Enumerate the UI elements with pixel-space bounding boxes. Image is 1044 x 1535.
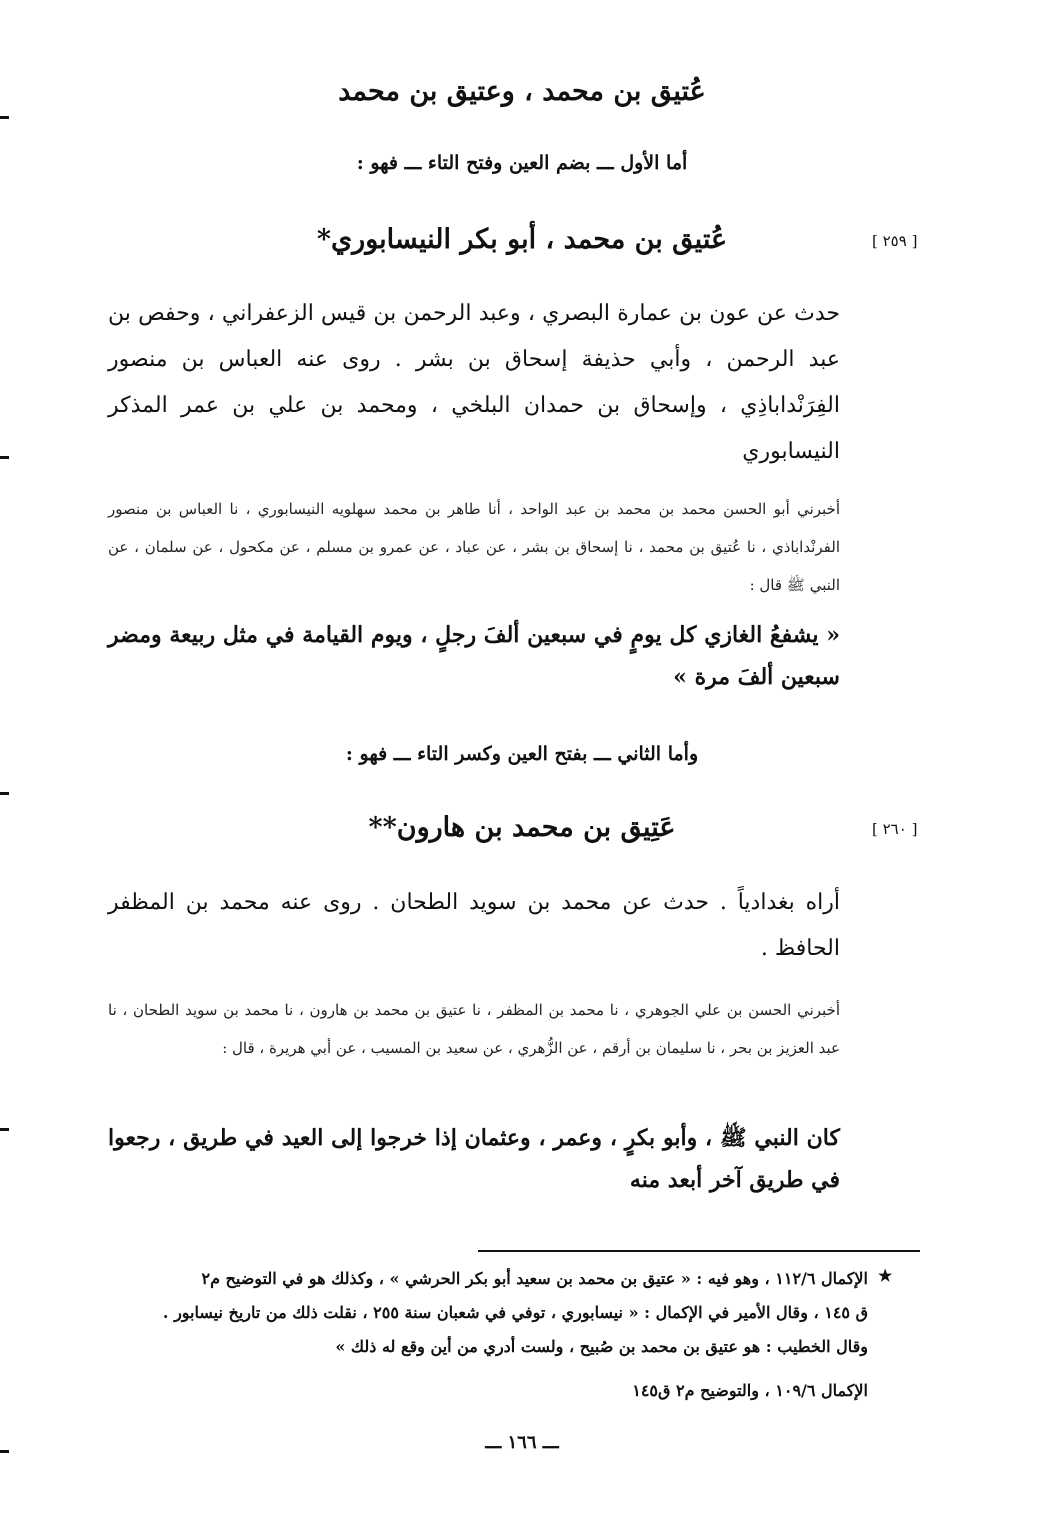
- biography-paragraph: أراه بغدادياً . حدث عن محمد بن سويد الطحان . روى عنه محمد بن المظفر الحافظ .: [108, 890, 840, 961]
- page-title: عُتيق بن محمد ، وعتيق بن محمد: [338, 76, 706, 107]
- footnote-marker: ★: [878, 1266, 893, 1285]
- isnad-chain: أخبرني أبو الحسن محمد بن محمد بن عبد الواحد ، أنا طاهر بن محمد سهلويه النيسابوري ، نا العباس بن منصور الفرنْداباذي ، نا عُتيق بن محمد ، نا إسحاق بن بشر ، عن عباد ، عن عمرو بن مسلم ، عن مكحول ، عن سلمان ، عن النبي ﷺ قال :: [108, 500, 840, 594]
- entry-number: [ ٢٥٩ ]: [872, 232, 918, 250]
- entry-heading: عَتِيق بن محمد بن هارون**: [368, 812, 676, 843]
- entry-number: [ ٢٦٠ ]: [872, 820, 918, 838]
- hadith-text: « يشفعُ الغازي كل يومٍ في سبعين ألفَ رجلٍ ، ويوم القيامة في مثل ربيعة ومضر سبعين ألفَ مرة »: [108, 622, 840, 690]
- section-intro: وأما الثاني ـــ بفتح العين وكسر التاء ـــ فهو :: [345, 743, 699, 765]
- scan-margin-mark: [0, 792, 9, 795]
- biography-paragraph: حدث عن عون بن عمارة البصري ، وعبد الرحمن بن قيس الزعفراني ، وحفص بن عبد الرحمن ، وأبي حذيفة إسحاق بن بشر . روى عنه العباس بن منصور الفِرَنْداباذِي ، وإسحاق بن حمدان البلخي ، ومحمد بن علي بن عمر المذكر النيسابوري: [108, 301, 840, 464]
- isnad-chain: أخبرني الحسن بن علي الجوهري ، نا محمد بن المظفر ، نا عتيق بن محمد بن هارون ، نا محمد بن سويد الطحان ، نا عبد العزيز بن بحر ، نا سليمان بن أرقم ، عن الزُّهري ، عن سعيد بن المسيب ، عن أبي هريرة ، قال :: [108, 1001, 840, 1057]
- footnote-line: ق ١٤٥ ، وقال الأمير في الإكمال : « نيسابوري ، توفي في شعبان سنة ٢٥٥ ، نقلت ذلك من تاريخ نيسابور .: [162, 1303, 868, 1322]
- page-number: ـــ ١٦٦ ـــ: [485, 1432, 559, 1453]
- hadith-text: كان النبي ﷺ ، وأبو بكرٍ ، وعمر ، وعثمان إذا خرجوا إلى العيد في طريق ، رجعوا في طريق آخر أبعد منه: [108, 1125, 840, 1193]
- footnote-line: الإكمال ١١٢/٦ ، وهو فيه : « عتيق بن محمد بن سعيد أبو بكر الحرشي » ، وكذلك هو في التوضيح م٢: [201, 1269, 868, 1288]
- footnote-line: الإكمال ١٠٩/٦ ، والتوضيح م٢ ق١٤٥: [632, 1381, 868, 1400]
- entry-heading: عُتيق بن محمد ، أبو بكر النيسابوري*: [316, 224, 728, 255]
- scan-margin-mark: [0, 116, 9, 119]
- scan-margin-mark: [0, 456, 9, 459]
- footnote-line: وقال الخطيب : هو عتيق بن محمد بن صُبيح ، ولست أدري من أين وقع له ذلك »: [335, 1337, 868, 1356]
- scan-margin-mark: [0, 1128, 9, 1131]
- section-intro: أما الأول ـــ بضم العين وفتح التاء ـــ فهو :: [356, 152, 688, 174]
- footnote-divider: [478, 1250, 920, 1252]
